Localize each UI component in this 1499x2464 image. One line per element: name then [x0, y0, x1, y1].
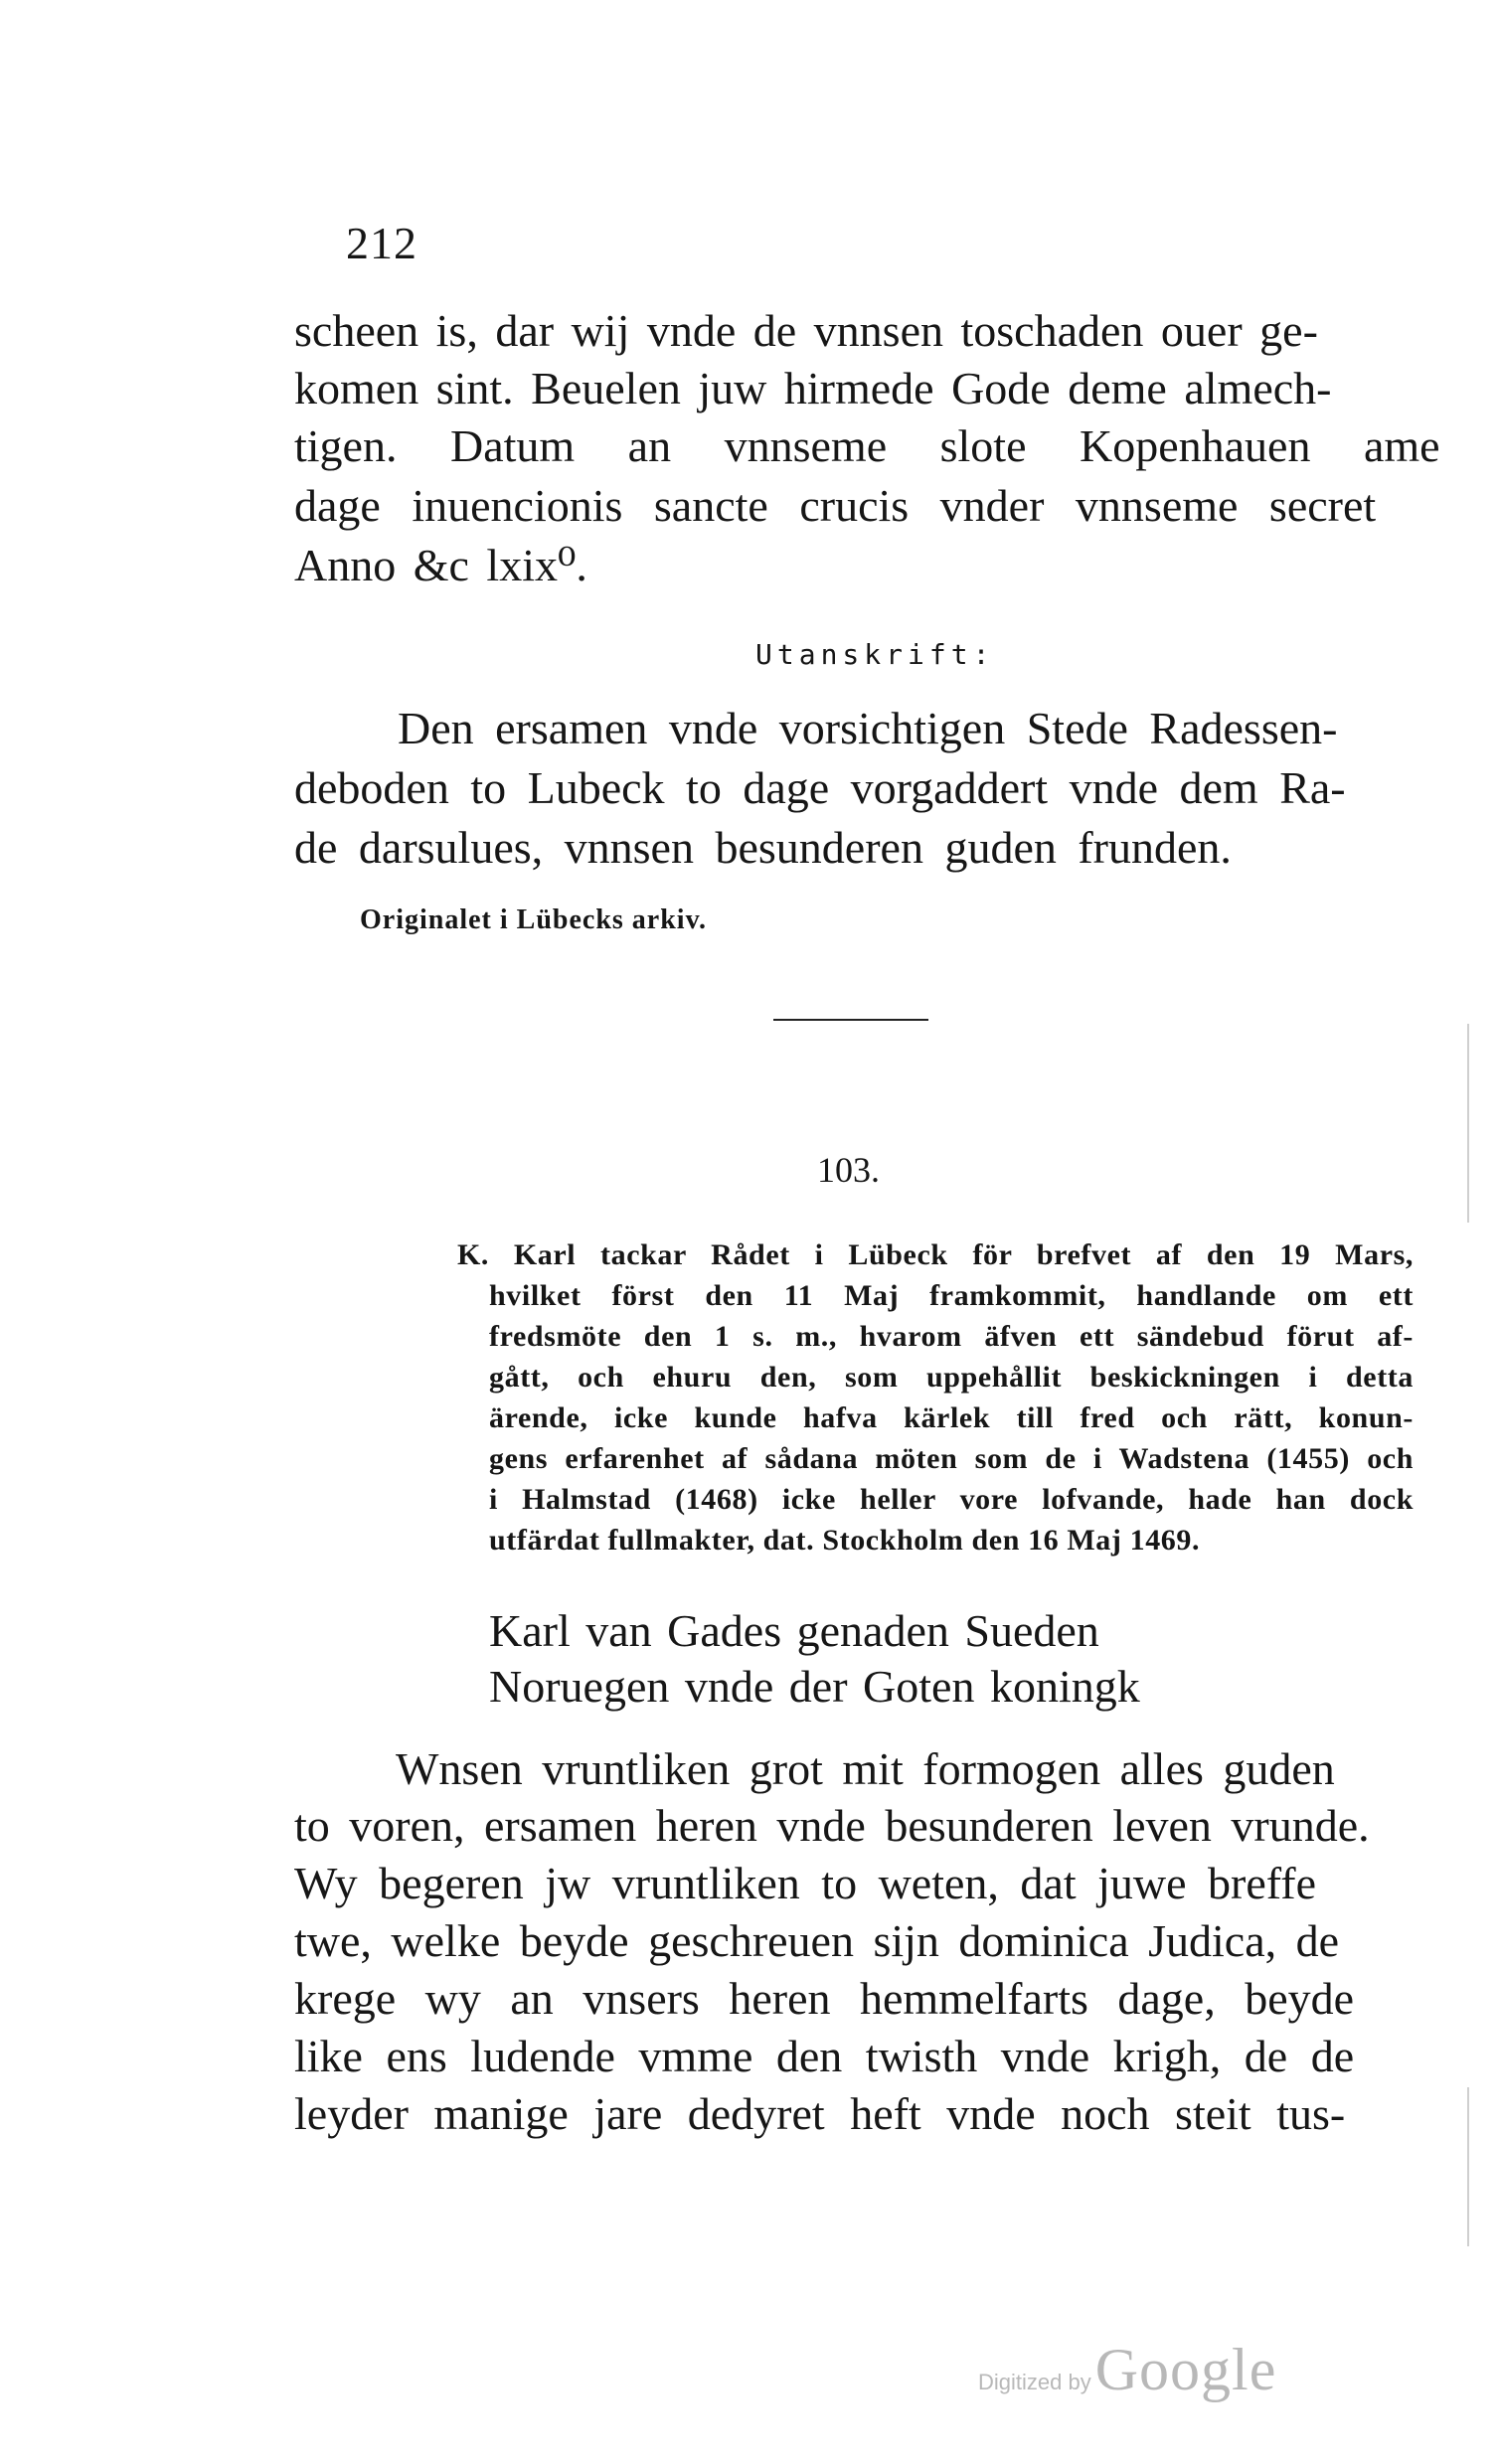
heading-line: Karl van Gades genaden Sueden [489, 1605, 1099, 1656]
utanskrift-label: Utanskrift: [755, 638, 995, 671]
summary-line: K. Karl tackar Rådet i Lübeck för brefvet af den 19 Mars, [457, 1238, 1414, 1271]
page-number: 212 [346, 218, 417, 268]
text-line: tigen. Datum an vnnseme slote Kopenhauen ame [294, 420, 1440, 471]
text-line: leyder manige jare dedyret heft vnde noch steit tus- [294, 2088, 1346, 2139]
summary-line: utfärdat fullmakter, dat. Stockholm den 16 Maj 1469. [489, 1524, 1201, 1557]
summary-line: gens erfarenhet af sådana möten som de i Wadstena (1455) och [489, 1442, 1414, 1475]
text-line: komen sint. Beuelen juw hirmede Gode deme almech- [294, 363, 1332, 413]
watermark-brand: Google [1094, 2337, 1277, 2402]
summary-line: gått, och ehuru den, som uppehållit beskickningen i detta [489, 1361, 1414, 1394]
summary-line: fredsmöte den 1 s. m., hvarom äfven ett sändebud förut af- [489, 1320, 1414, 1353]
watermark-prefix: Digitized by [978, 2370, 1091, 2394]
source-note: Originalet i Lübecks arkiv. [360, 904, 708, 935]
section-divider [773, 1019, 928, 1021]
text-line: Wy begeren jw vruntliken to weten, dat juwe breffe [294, 1858, 1316, 1908]
scan-edge-line [1467, 2087, 1469, 2246]
text-line: krege wy an vnsers heren hemmelfarts dage, beyde [294, 1973, 1355, 2024]
address-line: deboden to Lubeck to dage vorgaddert vnde dem Ra- [294, 762, 1346, 813]
text-line: Anno &c lxix⁰. [294, 540, 587, 590]
heading-line: Noruegen vnde der Goten koningk [489, 1661, 1140, 1712]
digitized-watermark [978, 2336, 1276, 2404]
address-line: Den ersamen vnde vorsichtigen Stede Radessen- [398, 703, 1338, 753]
address-line: de darsulues, vnnsen besunderen guden frunden. [294, 822, 1232, 873]
summary-line: ärende, icke kunde hafva kärlek till fred och rätt, konun- [489, 1401, 1414, 1434]
text-line: dage inuencionis sancte crucis vnder vnnseme secret [294, 480, 1377, 531]
document-summary [457, 1234, 1414, 1561]
document-number: 103. [817, 1150, 880, 1190]
text-line: like ens ludende vmme den twisth vnde krigh, de de [294, 2031, 1355, 2081]
text-line: scheen is, dar wij vnde de vnnsen toschaden ouer ge- [294, 305, 1318, 356]
scan-edge-line [1467, 1024, 1469, 1223]
summary-line: i Halmstad (1468) icke heller vore lofvande, hade han dock [489, 1483, 1414, 1516]
summary-line: hvilket först den 11 Maj framkommit, handlande om ett [489, 1279, 1414, 1312]
text-line: twe, welke beyde geschreuen sijn dominica Judica, de [294, 1915, 1340, 1966]
text-line: Wnsen vruntliken grot mit formogen alles guden [396, 1743, 1335, 1794]
text-line: to voren, ersamen heren vnde besunderen leven vrunde. [294, 1800, 1370, 1851]
